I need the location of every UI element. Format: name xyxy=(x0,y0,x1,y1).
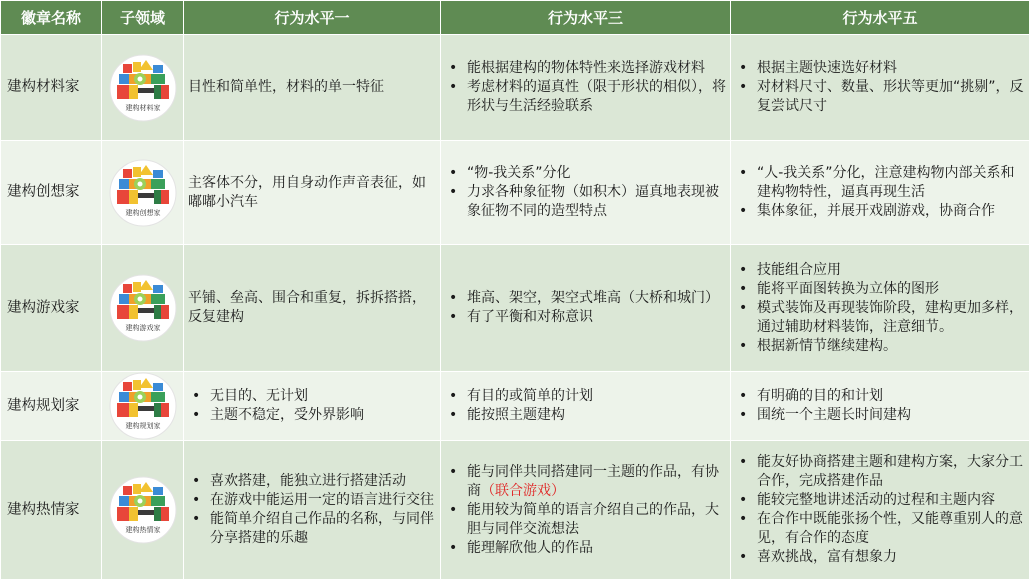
level-5-list xyxy=(735,164,1025,221)
level-5-list xyxy=(735,59,1025,116)
list-item: • 在游戏中能运用一定的语言进行交往 xyxy=(188,491,436,510)
badge-cell xyxy=(102,245,184,372)
level-5-cell xyxy=(731,35,1029,141)
level-1-text: 平铺、垒高、围合和重复，拆拆搭搭，反复建构 xyxy=(188,289,436,327)
list-item: • 技能组合应用 xyxy=(735,261,1025,280)
table-row xyxy=(1,35,1029,141)
list-item xyxy=(445,463,726,501)
badge-cell xyxy=(102,35,184,141)
list-item: • 主题不稳定，受外界影响 xyxy=(188,406,436,425)
level-5-list xyxy=(735,387,1025,425)
list-item: • 根据新情节继续建构。 xyxy=(735,337,1025,356)
list-item: • 根据主题快速选好材料 xyxy=(735,59,1025,78)
list-item: • 有目的或简单的计划 xyxy=(445,387,726,406)
level-5-cell xyxy=(731,245,1029,372)
badge-icon xyxy=(109,476,177,544)
header-badge-name: 徽章名称 xyxy=(1,1,102,35)
table-row xyxy=(1,372,1029,441)
level-3-list xyxy=(445,164,726,221)
badge-icon xyxy=(109,159,177,227)
level-3-list xyxy=(445,387,726,425)
list-item: • 堆高、架空，架空式堆高（大桥和城门） xyxy=(445,289,726,308)
level-1-cell xyxy=(184,141,441,245)
header-row xyxy=(1,1,1029,35)
list-item: • 能将平面图转换为立体的图形 xyxy=(735,280,1025,299)
badge-icon xyxy=(109,274,177,342)
list-item: • 能按照主题建构 xyxy=(445,406,726,425)
header-subdomain: 子领域 xyxy=(102,1,184,35)
list-item: • 能根据建构的物体特性来选择游戏材料 xyxy=(445,59,726,78)
highlight-text: （联合游戏） xyxy=(481,483,565,499)
list-item-text: 能与同伴共同搭建同一主题的作品，有协商 xyxy=(467,464,719,499)
level-1-text: 目性和简单性，材料的单一特征 xyxy=(188,78,436,97)
badge-caption: 建构游戏家 xyxy=(125,323,160,332)
badge-caption: 建构材料家 xyxy=(125,103,160,112)
list-item: • 喜欢搭建，能独立进行搭建活动 xyxy=(188,472,436,491)
level-3-cell xyxy=(441,35,731,141)
badge-caption: 建构创想家 xyxy=(125,208,160,217)
badge-name: 建构规划家 xyxy=(1,372,102,441)
badge-cell xyxy=(102,141,184,245)
level-1-list xyxy=(188,387,436,425)
list-item: • 在合作中既能张扬个性，又能尊重别人的意见，有合作的态度 xyxy=(735,510,1025,548)
list-item: • 无目的、无计划 xyxy=(188,387,436,406)
table-row xyxy=(1,141,1029,245)
header-level-1: 行为水平一 xyxy=(184,1,441,35)
list-item: • 有明确的目的和计划 xyxy=(735,387,1025,406)
list-item: • 能简单介绍自己作品的名称，与同伴分享搭建的乐趣 xyxy=(188,510,436,548)
badge-icon xyxy=(109,54,177,122)
badge-caption: 建构规划家 xyxy=(125,421,160,430)
badge-name: 建构热情家 xyxy=(1,441,102,580)
header-level-3: 行为水平三 xyxy=(441,1,731,35)
level-3-list xyxy=(445,59,726,116)
level-1-cell xyxy=(184,35,441,141)
list-item: • 集体象征，并展开戏剧游戏，协商合作 xyxy=(735,202,1025,221)
badge-cell xyxy=(102,372,184,441)
list-item: • 模式装饰及再现装饰阶段，建构更加多样，通过辅助材料装饰，注意细节。 xyxy=(735,299,1025,337)
list-item: • 考虑材料的逼真性（限于形状的相似），将形状与生活经验联系 xyxy=(445,78,726,116)
level-3-list xyxy=(445,463,726,501)
level-5-cell xyxy=(731,441,1029,580)
badge-icon xyxy=(109,372,177,440)
list-item: • 力求各种象征物（如积木）逼真地表现被象征物不同的造型特点 xyxy=(445,183,726,221)
list-item: • 对材料尺寸、数量、形状等更加“挑剔”，反复尝试尺寸 xyxy=(735,78,1025,116)
list-item: • “人-我关系”分化，注意建构物内部关系和建构物特性，逼真再现生活 xyxy=(735,164,1025,202)
list-item: • 喜欢挑战，富有想象力 xyxy=(735,548,1025,567)
level-5-cell xyxy=(731,141,1029,245)
header-level-5: 行为水平五 xyxy=(731,1,1029,35)
list-item: • “物-我关系”分化 xyxy=(445,164,726,183)
list-item: • 能较完整地讲述活动的过程和主题内容 xyxy=(735,491,1025,510)
list-item: • 能用较为简单的语言介绍自己的作品，大胆与同伴交流想法 xyxy=(445,501,726,539)
badge-name: 建构创想家 xyxy=(1,141,102,245)
level-5-list xyxy=(735,453,1025,567)
level-3-list xyxy=(445,289,726,327)
level-3-cell xyxy=(441,372,731,441)
table-row xyxy=(1,441,1029,580)
level-3-cell xyxy=(441,245,731,372)
level-3-cell xyxy=(441,441,731,580)
level-1-cell xyxy=(184,245,441,372)
level-1-cell xyxy=(184,372,441,441)
list-item: • 有了平衡和对称意识 xyxy=(445,308,726,327)
list-item: • 能友好协商搭建主题和建构方案，大家分工合作，完成搭建作品 xyxy=(735,453,1025,491)
list-item: • 围统一个主题长时间建构 xyxy=(735,406,1025,425)
level-5-list xyxy=(735,261,1025,356)
badge-name: 建构游戏家 xyxy=(1,245,102,372)
level-5-cell xyxy=(731,372,1029,441)
level-1-cell xyxy=(184,441,441,580)
badge-name: 建构材料家 xyxy=(1,35,102,141)
level-1-text: 主客体不分，用自身动作声音表征，如嘟嘟小汽车 xyxy=(188,174,436,212)
badge-caption: 建构热情家 xyxy=(125,525,160,534)
list-item: • 能理解欣他人的作品 xyxy=(445,539,726,558)
level-3-list xyxy=(445,501,726,558)
level-1-list xyxy=(188,472,436,548)
level-3-cell xyxy=(441,141,731,245)
badge-cell xyxy=(102,441,184,580)
table-row xyxy=(1,245,1029,372)
